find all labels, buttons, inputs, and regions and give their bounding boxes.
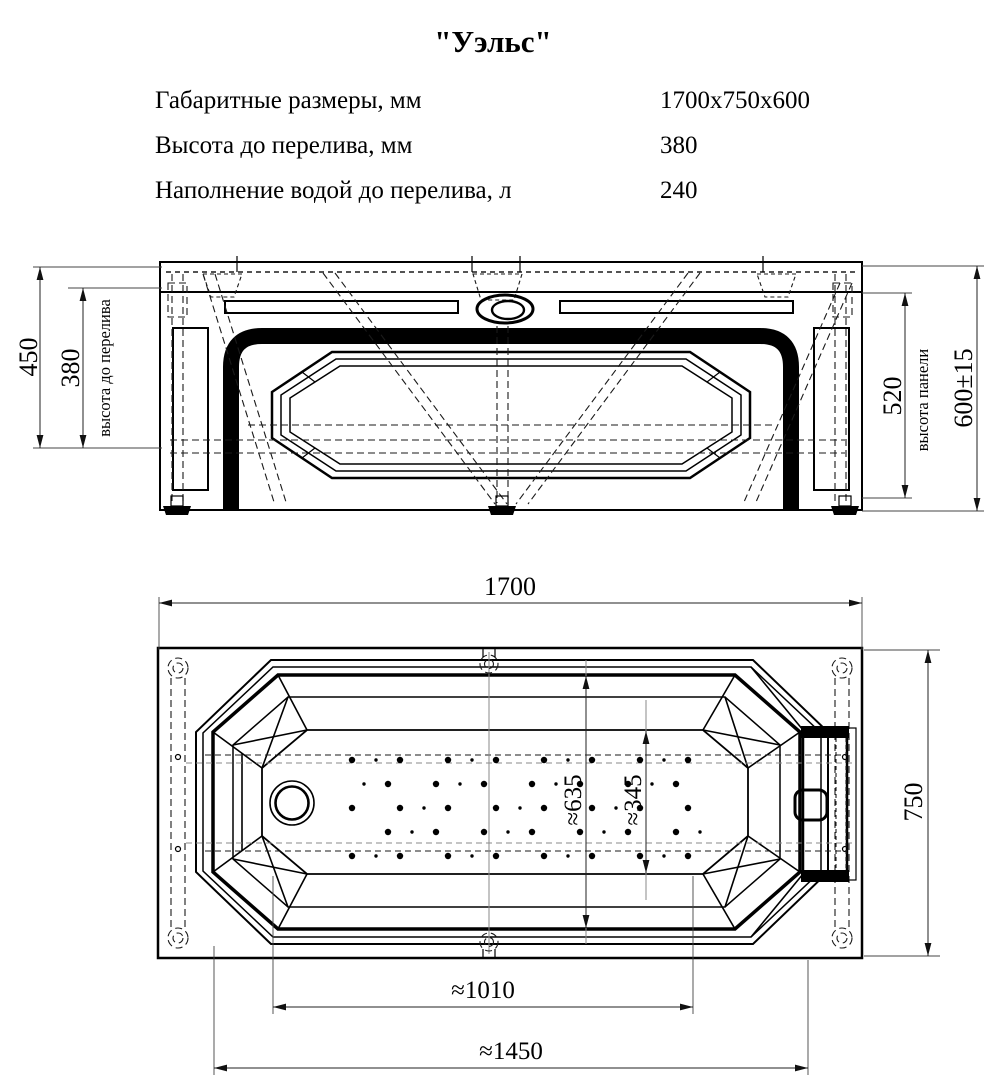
spec-label: Габаритные размеры, мм <box>155 87 422 114</box>
dim-rim-length-1450: ≈1450 <box>479 1038 543 1065</box>
corner-facets <box>213 667 803 937</box>
adjustable-feet <box>163 496 859 515</box>
dim-floor-length-1010: ≈1010 <box>451 977 515 1004</box>
page-title: "Уэльс" <box>434 24 552 59</box>
drain <box>270 781 314 825</box>
dim-height-520: 520 <box>878 376 907 416</box>
spec-table <box>155 87 810 204</box>
dim-floor-345: ≈345 <box>620 774 647 826</box>
dim-height-450: 450 <box>14 337 43 377</box>
jet-dots <box>349 757 702 859</box>
armrest-deck <box>795 726 856 882</box>
dim-bowl-635: ≈635 <box>560 774 587 826</box>
dim-width-750: 750 <box>899 782 928 822</box>
spec-value: 1700x750x600 <box>660 87 810 114</box>
dim-height-600: 600±15 <box>949 348 978 428</box>
front-view-drawing <box>160 256 862 515</box>
spec-value: 240 <box>660 177 698 204</box>
label-overflow-height: высота до перелива <box>95 299 114 437</box>
dim-length-1700: 1700 <box>484 572 536 601</box>
dim-height-380: 380 <box>56 348 85 388</box>
spec-value: 380 <box>660 132 698 159</box>
label-panel-height: высота панели <box>913 348 932 452</box>
spec-label: Наполнение водой до перелива, л <box>155 177 512 204</box>
spec-label: Высота до перелива, мм <box>155 132 413 159</box>
top-view-drawing <box>158 648 862 958</box>
